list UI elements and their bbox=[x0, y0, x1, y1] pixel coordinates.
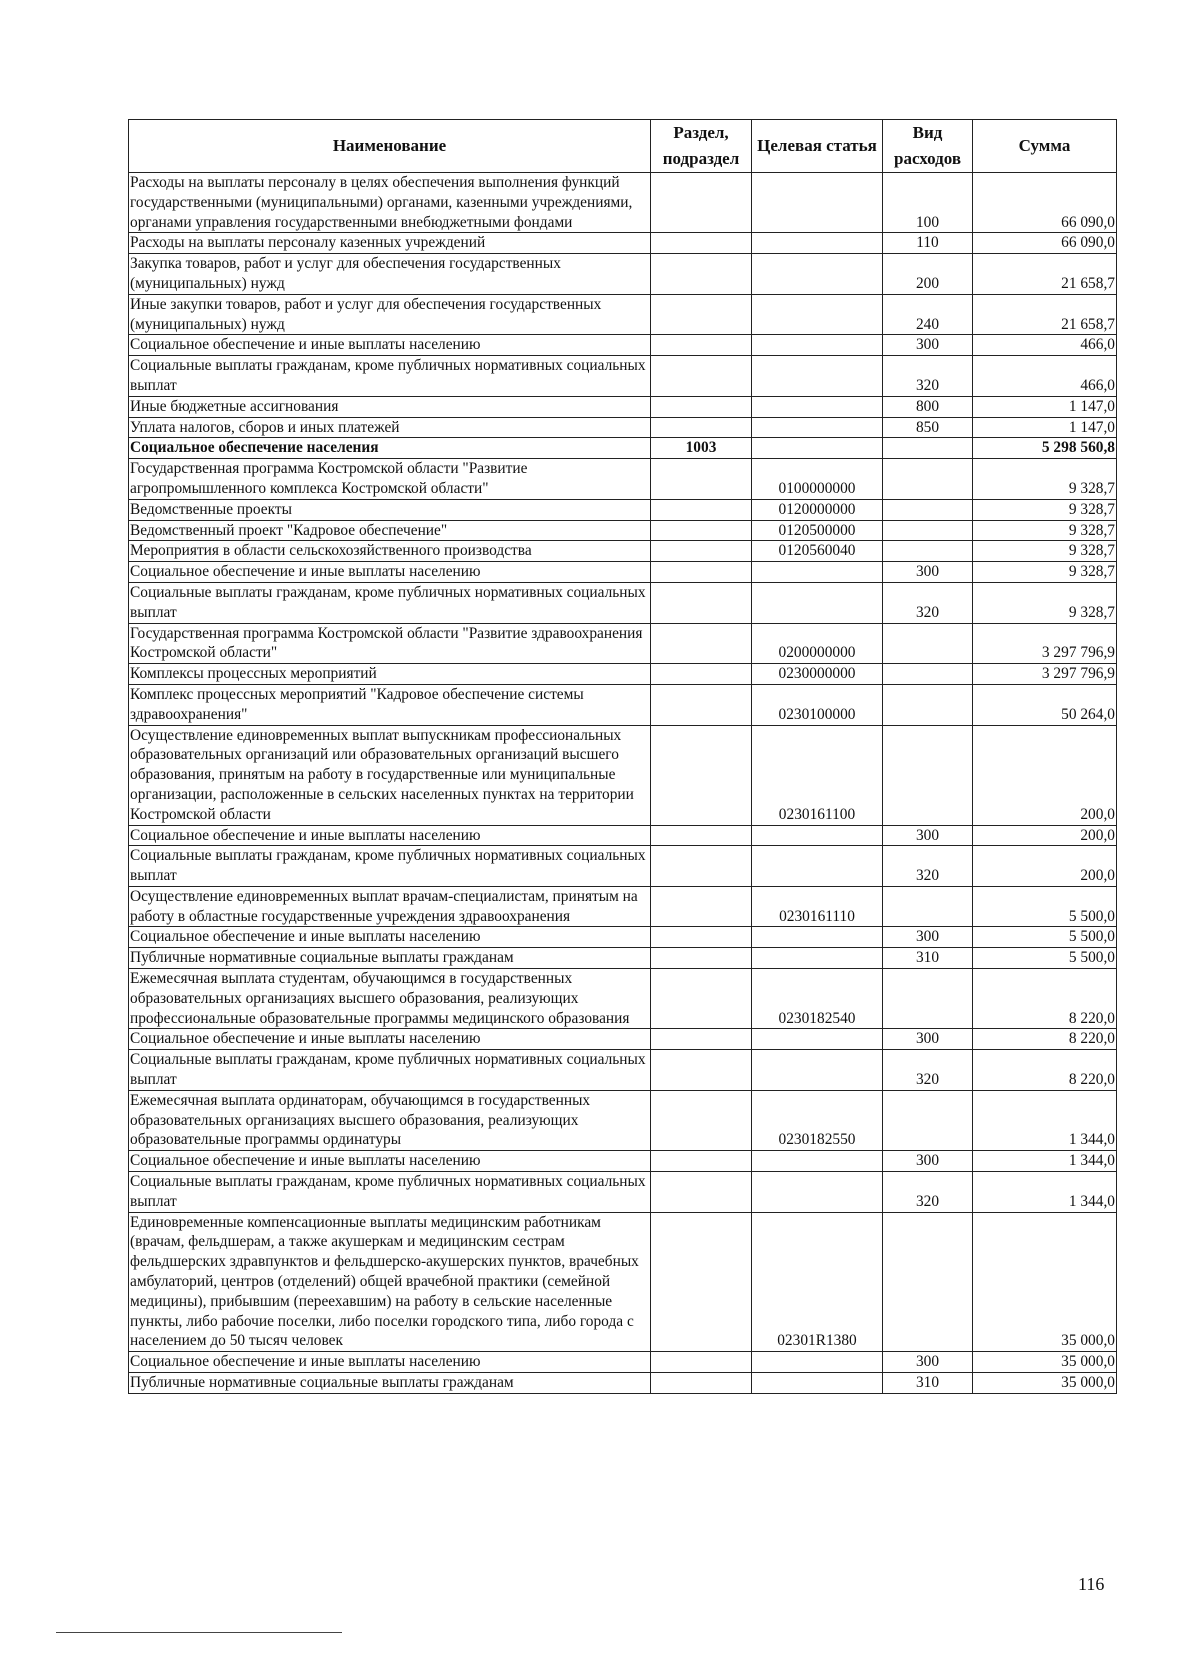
cell-type bbox=[883, 725, 973, 825]
cell-sum: 5 500,0 bbox=[973, 927, 1117, 948]
table-row bbox=[129, 664, 1117, 685]
table-row bbox=[129, 417, 1117, 438]
cell-sum: 466,0 bbox=[973, 356, 1117, 397]
cell-target bbox=[752, 948, 883, 969]
cell-target bbox=[752, 1151, 883, 1172]
table-row bbox=[129, 173, 1117, 233]
table-row bbox=[129, 1029, 1117, 1050]
table-row bbox=[129, 541, 1117, 562]
cell-name: Ежемесячная выплата ординаторам, обучающимся в государственных образовательных организациях высшего образования, реализующих образовательные программы ординатуры bbox=[129, 1090, 651, 1150]
cell-type: 300 bbox=[883, 1352, 973, 1373]
cell-target bbox=[752, 1029, 883, 1050]
header-sum: Сумма bbox=[973, 120, 1117, 173]
cell-target bbox=[752, 254, 883, 295]
cell-type: 110 bbox=[883, 233, 973, 254]
table-row bbox=[129, 335, 1117, 356]
cell-section bbox=[651, 499, 752, 520]
table-row bbox=[129, 1172, 1117, 1213]
cell-section bbox=[651, 948, 752, 969]
cell-target bbox=[752, 1373, 883, 1394]
cell-sum: 9 328,7 bbox=[973, 459, 1117, 500]
cell-type: 300 bbox=[883, 1029, 973, 1050]
table-row bbox=[129, 582, 1117, 623]
cell-section bbox=[651, 623, 752, 664]
table-row bbox=[129, 623, 1117, 664]
cell-section bbox=[651, 335, 752, 356]
cell-name: Социальные выплаты гражданам, кроме публичных нормативных социальных выплат bbox=[129, 846, 651, 887]
cell-target bbox=[752, 173, 883, 233]
cell-type bbox=[883, 664, 973, 685]
cell-section bbox=[651, 1212, 752, 1352]
cell-sum: 9 328,7 bbox=[973, 562, 1117, 583]
cell-sum: 8 220,0 bbox=[973, 1029, 1117, 1050]
cell-target bbox=[752, 825, 883, 846]
cell-type: 100 bbox=[883, 173, 973, 233]
cell-target bbox=[752, 356, 883, 397]
cell-sum: 5 500,0 bbox=[973, 886, 1117, 927]
cell-sum: 1 147,0 bbox=[973, 396, 1117, 417]
cell-target: 02301R1380 bbox=[752, 1212, 883, 1352]
cell-type: 320 bbox=[883, 356, 973, 397]
cell-sum: 200,0 bbox=[973, 825, 1117, 846]
cell-sum: 21 658,7 bbox=[973, 254, 1117, 295]
cell-name: Социальные выплаты гражданам, кроме публичных нормативных социальных выплат bbox=[129, 1050, 651, 1091]
table-row bbox=[129, 1090, 1117, 1150]
budget-table bbox=[128, 119, 1117, 1394]
cell-target: 0200000000 bbox=[752, 623, 883, 664]
cell-name: Социальное обеспечение и иные выплаты населению bbox=[129, 927, 651, 948]
cell-type: 300 bbox=[883, 1151, 973, 1172]
table-row bbox=[129, 356, 1117, 397]
cell-target bbox=[752, 233, 883, 254]
cell-type: 310 bbox=[883, 948, 973, 969]
cell-section: 1003 bbox=[651, 438, 752, 459]
cell-name: Государственная программа Костромской области "Развитие здравоохранения Костромской области" bbox=[129, 623, 651, 664]
cell-type bbox=[883, 438, 973, 459]
cell-type bbox=[883, 1212, 973, 1352]
cell-type: 850 bbox=[883, 417, 973, 438]
cell-name: Социальные выплаты гражданам, кроме публичных нормативных социальных выплат bbox=[129, 356, 651, 397]
cell-name: Социальное обеспечение и иные выплаты населению bbox=[129, 1151, 651, 1172]
cell-target bbox=[752, 1172, 883, 1213]
cell-section bbox=[651, 254, 752, 295]
cell-section bbox=[651, 562, 752, 583]
page-number: 116 bbox=[1078, 1574, 1105, 1594]
cell-sum: 8 220,0 bbox=[973, 969, 1117, 1029]
cell-section bbox=[651, 927, 752, 948]
cell-section bbox=[651, 846, 752, 887]
cell-target bbox=[752, 582, 883, 623]
table-row bbox=[129, 948, 1117, 969]
cell-sum: 1 147,0 bbox=[973, 417, 1117, 438]
cell-sum: 35 000,0 bbox=[973, 1212, 1117, 1352]
cell-sum: 200,0 bbox=[973, 725, 1117, 825]
cell-sum: 1 344,0 bbox=[973, 1090, 1117, 1150]
header-type: Вид расходов bbox=[883, 120, 973, 173]
table-row bbox=[129, 825, 1117, 846]
cell-type bbox=[883, 684, 973, 725]
cell-type: 240 bbox=[883, 294, 973, 335]
cell-target: 0230182540 bbox=[752, 969, 883, 1029]
table-row bbox=[129, 520, 1117, 541]
cell-section bbox=[651, 582, 752, 623]
cell-target bbox=[752, 335, 883, 356]
cell-target bbox=[752, 562, 883, 583]
cell-name: Осуществление единовременных выплат врачам-специалистам, принятым на работу в областные государственные учреждения здравоохранения bbox=[129, 886, 651, 927]
cell-target bbox=[752, 1050, 883, 1091]
table-row bbox=[129, 684, 1117, 725]
table-row bbox=[129, 1212, 1117, 1352]
cell-type bbox=[883, 1090, 973, 1150]
cell-section bbox=[651, 294, 752, 335]
cell-section bbox=[651, 1151, 752, 1172]
table-header-row bbox=[129, 120, 1117, 173]
cell-target: 0120000000 bbox=[752, 499, 883, 520]
cell-sum: 21 658,7 bbox=[973, 294, 1117, 335]
cell-type: 310 bbox=[883, 1373, 973, 1394]
cell-name: Расходы на выплаты персоналу казенных учреждений bbox=[129, 233, 651, 254]
table-row bbox=[129, 969, 1117, 1029]
cell-name: Ведомственные проекты bbox=[129, 499, 651, 520]
cell-sum: 35 000,0 bbox=[973, 1373, 1117, 1394]
cell-section bbox=[651, 1373, 752, 1394]
cell-name: Социальное обеспечение и иные выплаты населению bbox=[129, 562, 651, 583]
table-row bbox=[129, 927, 1117, 948]
cell-name: Уплата налогов, сборов и иных платежей bbox=[129, 417, 651, 438]
table-row bbox=[129, 846, 1117, 887]
cell-target: 0230161100 bbox=[752, 725, 883, 825]
cell-name: Социальное обеспечение и иные выплаты населению bbox=[129, 825, 651, 846]
header-target: Целевая статья bbox=[752, 120, 883, 173]
cell-target bbox=[752, 1352, 883, 1373]
cell-name: Мероприятия в области сельскохозяйственного производства bbox=[129, 541, 651, 562]
cell-section bbox=[651, 459, 752, 500]
table-row bbox=[129, 233, 1117, 254]
cell-name: Осуществление единовременных выплат выпускникам профессиональных образовательных организаций или образовательных организаций высшего образования, принятым на работу в государственные или муниципальные организации, расположенные в сельских населенных пунктах на территории Костромской области bbox=[129, 725, 651, 825]
cell-section bbox=[651, 825, 752, 846]
cell-sum: 8 220,0 bbox=[973, 1050, 1117, 1091]
cell-section bbox=[651, 396, 752, 417]
cell-section bbox=[651, 520, 752, 541]
cell-target: 0230161110 bbox=[752, 886, 883, 927]
cell-target: 0230182550 bbox=[752, 1090, 883, 1150]
footnote-separator bbox=[56, 1632, 342, 1633]
cell-sum: 9 328,7 bbox=[973, 520, 1117, 541]
cell-type bbox=[883, 459, 973, 500]
cell-section bbox=[651, 417, 752, 438]
cell-type bbox=[883, 541, 973, 562]
table-body bbox=[129, 173, 1117, 1394]
cell-target: 0230000000 bbox=[752, 664, 883, 685]
table-row bbox=[129, 1050, 1117, 1091]
cell-target bbox=[752, 396, 883, 417]
cell-type bbox=[883, 969, 973, 1029]
cell-type bbox=[883, 499, 973, 520]
cell-target bbox=[752, 438, 883, 459]
cell-sum: 1 344,0 bbox=[973, 1172, 1117, 1213]
cell-section bbox=[651, 1090, 752, 1150]
cell-name: Иные закупки товаров, работ и услуг для обеспечения государственных (муниципальных) нужд bbox=[129, 294, 651, 335]
cell-sum: 66 090,0 bbox=[973, 233, 1117, 254]
cell-type bbox=[883, 623, 973, 664]
cell-name: Комплекс процессных мероприятий "Кадровое обеспечение системы здравоохранения" bbox=[129, 684, 651, 725]
cell-name: Социальные выплаты гражданам, кроме публичных нормативных социальных выплат bbox=[129, 1172, 651, 1213]
cell-target: 0120500000 bbox=[752, 520, 883, 541]
cell-target: 0230100000 bbox=[752, 684, 883, 725]
table-row bbox=[129, 1151, 1117, 1172]
cell-type: 300 bbox=[883, 825, 973, 846]
cell-type bbox=[883, 520, 973, 541]
cell-target: 0100000000 bbox=[752, 459, 883, 500]
cell-section bbox=[651, 1172, 752, 1213]
table-row bbox=[129, 562, 1117, 583]
cell-target bbox=[752, 927, 883, 948]
table-row bbox=[129, 1352, 1117, 1373]
cell-type: 320 bbox=[883, 1172, 973, 1213]
cell-sum: 9 328,7 bbox=[973, 582, 1117, 623]
cell-type: 300 bbox=[883, 927, 973, 948]
cell-name: Закупка товаров, работ и услуг для обеспечения государственных (муниципальных) нужд bbox=[129, 254, 651, 295]
cell-sum: 200,0 bbox=[973, 846, 1117, 887]
table-row bbox=[129, 459, 1117, 500]
cell-name: Расходы на выплаты персоналу в целях обеспечения выполнения функций государственными (муниципальными) органами, казенными учреждениями, органами управления государственными внебюджетными фондами bbox=[129, 173, 651, 233]
cell-type bbox=[883, 886, 973, 927]
cell-sum: 9 328,7 bbox=[973, 541, 1117, 562]
cell-target: 0120560040 bbox=[752, 541, 883, 562]
cell-name: Государственная программа Костромской области "Развитие агропромышленного комплекса Костромской области" bbox=[129, 459, 651, 500]
cell-target bbox=[752, 294, 883, 335]
cell-name: Комплексы процессных мероприятий bbox=[129, 664, 651, 685]
cell-section bbox=[651, 886, 752, 927]
cell-name: Социальное обеспечение и иные выплаты населению bbox=[129, 1029, 651, 1050]
table-row bbox=[129, 254, 1117, 295]
table-row bbox=[129, 438, 1117, 459]
cell-target bbox=[752, 846, 883, 887]
cell-section bbox=[651, 684, 752, 725]
cell-type: 320 bbox=[883, 846, 973, 887]
cell-section bbox=[651, 969, 752, 1029]
cell-sum: 5 298 560,8 bbox=[973, 438, 1117, 459]
header-section: Раздел, подраздел bbox=[651, 120, 752, 173]
cell-type: 300 bbox=[883, 335, 973, 356]
table-row bbox=[129, 886, 1117, 927]
cell-section bbox=[651, 356, 752, 397]
cell-name: Социальное обеспечение населения bbox=[129, 438, 651, 459]
table-row bbox=[129, 396, 1117, 417]
cell-name: Единовременные компенсационные выплаты медицинским работникам (врачам, фельдшерам, а также акушеркам и медицинским сестрам фельдшерских здравпунктов и фельдшерско-акушерских пунктов, врачебных амбулаторий, центров (отделений) общей врачебной практики (семейной медицины), прибывшим (переехавшим) на работу в сельские населенные пункты, либо рабочие поселки, либо поселки городского типа, либо города с населением до 50 тысяч человек bbox=[129, 1212, 651, 1352]
cell-type: 320 bbox=[883, 582, 973, 623]
cell-sum: 50 264,0 bbox=[973, 684, 1117, 725]
cell-sum: 5 500,0 bbox=[973, 948, 1117, 969]
cell-section bbox=[651, 541, 752, 562]
cell-type: 200 bbox=[883, 254, 973, 295]
cell-name: Публичные нормативные социальные выплаты гражданам bbox=[129, 1373, 651, 1394]
cell-section bbox=[651, 1352, 752, 1373]
table-row bbox=[129, 499, 1117, 520]
cell-type: 300 bbox=[883, 562, 973, 583]
cell-name: Ежемесячная выплата студентам, обучающимся в государственных образовательных организациях высшего образования, реализующих профессиональные образовательные программы медицинского образования bbox=[129, 969, 651, 1029]
cell-sum: 1 344,0 bbox=[973, 1151, 1117, 1172]
cell-sum: 9 328,7 bbox=[973, 499, 1117, 520]
cell-section bbox=[651, 664, 752, 685]
cell-section bbox=[651, 725, 752, 825]
cell-sum: 35 000,0 bbox=[973, 1352, 1117, 1373]
cell-section bbox=[651, 1029, 752, 1050]
cell-sum: 466,0 bbox=[973, 335, 1117, 356]
cell-name: Публичные нормативные социальные выплаты гражданам bbox=[129, 948, 651, 969]
cell-section bbox=[651, 1050, 752, 1091]
cell-target bbox=[752, 417, 883, 438]
table-row bbox=[129, 1373, 1117, 1394]
cell-sum: 66 090,0 bbox=[973, 173, 1117, 233]
cell-section bbox=[651, 233, 752, 254]
header-name: Наименование bbox=[129, 120, 651, 173]
cell-name: Ведомственный проект "Кадровое обеспечение" bbox=[129, 520, 651, 541]
cell-name: Иные бюджетные ассигнования bbox=[129, 396, 651, 417]
cell-sum: 3 297 796,9 bbox=[973, 664, 1117, 685]
cell-name: Социальное обеспечение и иные выплаты населению bbox=[129, 335, 651, 356]
cell-name: Социальное обеспечение и иные выплаты населению bbox=[129, 1352, 651, 1373]
table-row bbox=[129, 725, 1117, 825]
cell-name: Социальные выплаты гражданам, кроме публичных нормативных социальных выплат bbox=[129, 582, 651, 623]
table-row bbox=[129, 294, 1117, 335]
cell-sum: 3 297 796,9 bbox=[973, 623, 1117, 664]
cell-type: 320 bbox=[883, 1050, 973, 1091]
cell-type: 800 bbox=[883, 396, 973, 417]
cell-section bbox=[651, 173, 752, 233]
